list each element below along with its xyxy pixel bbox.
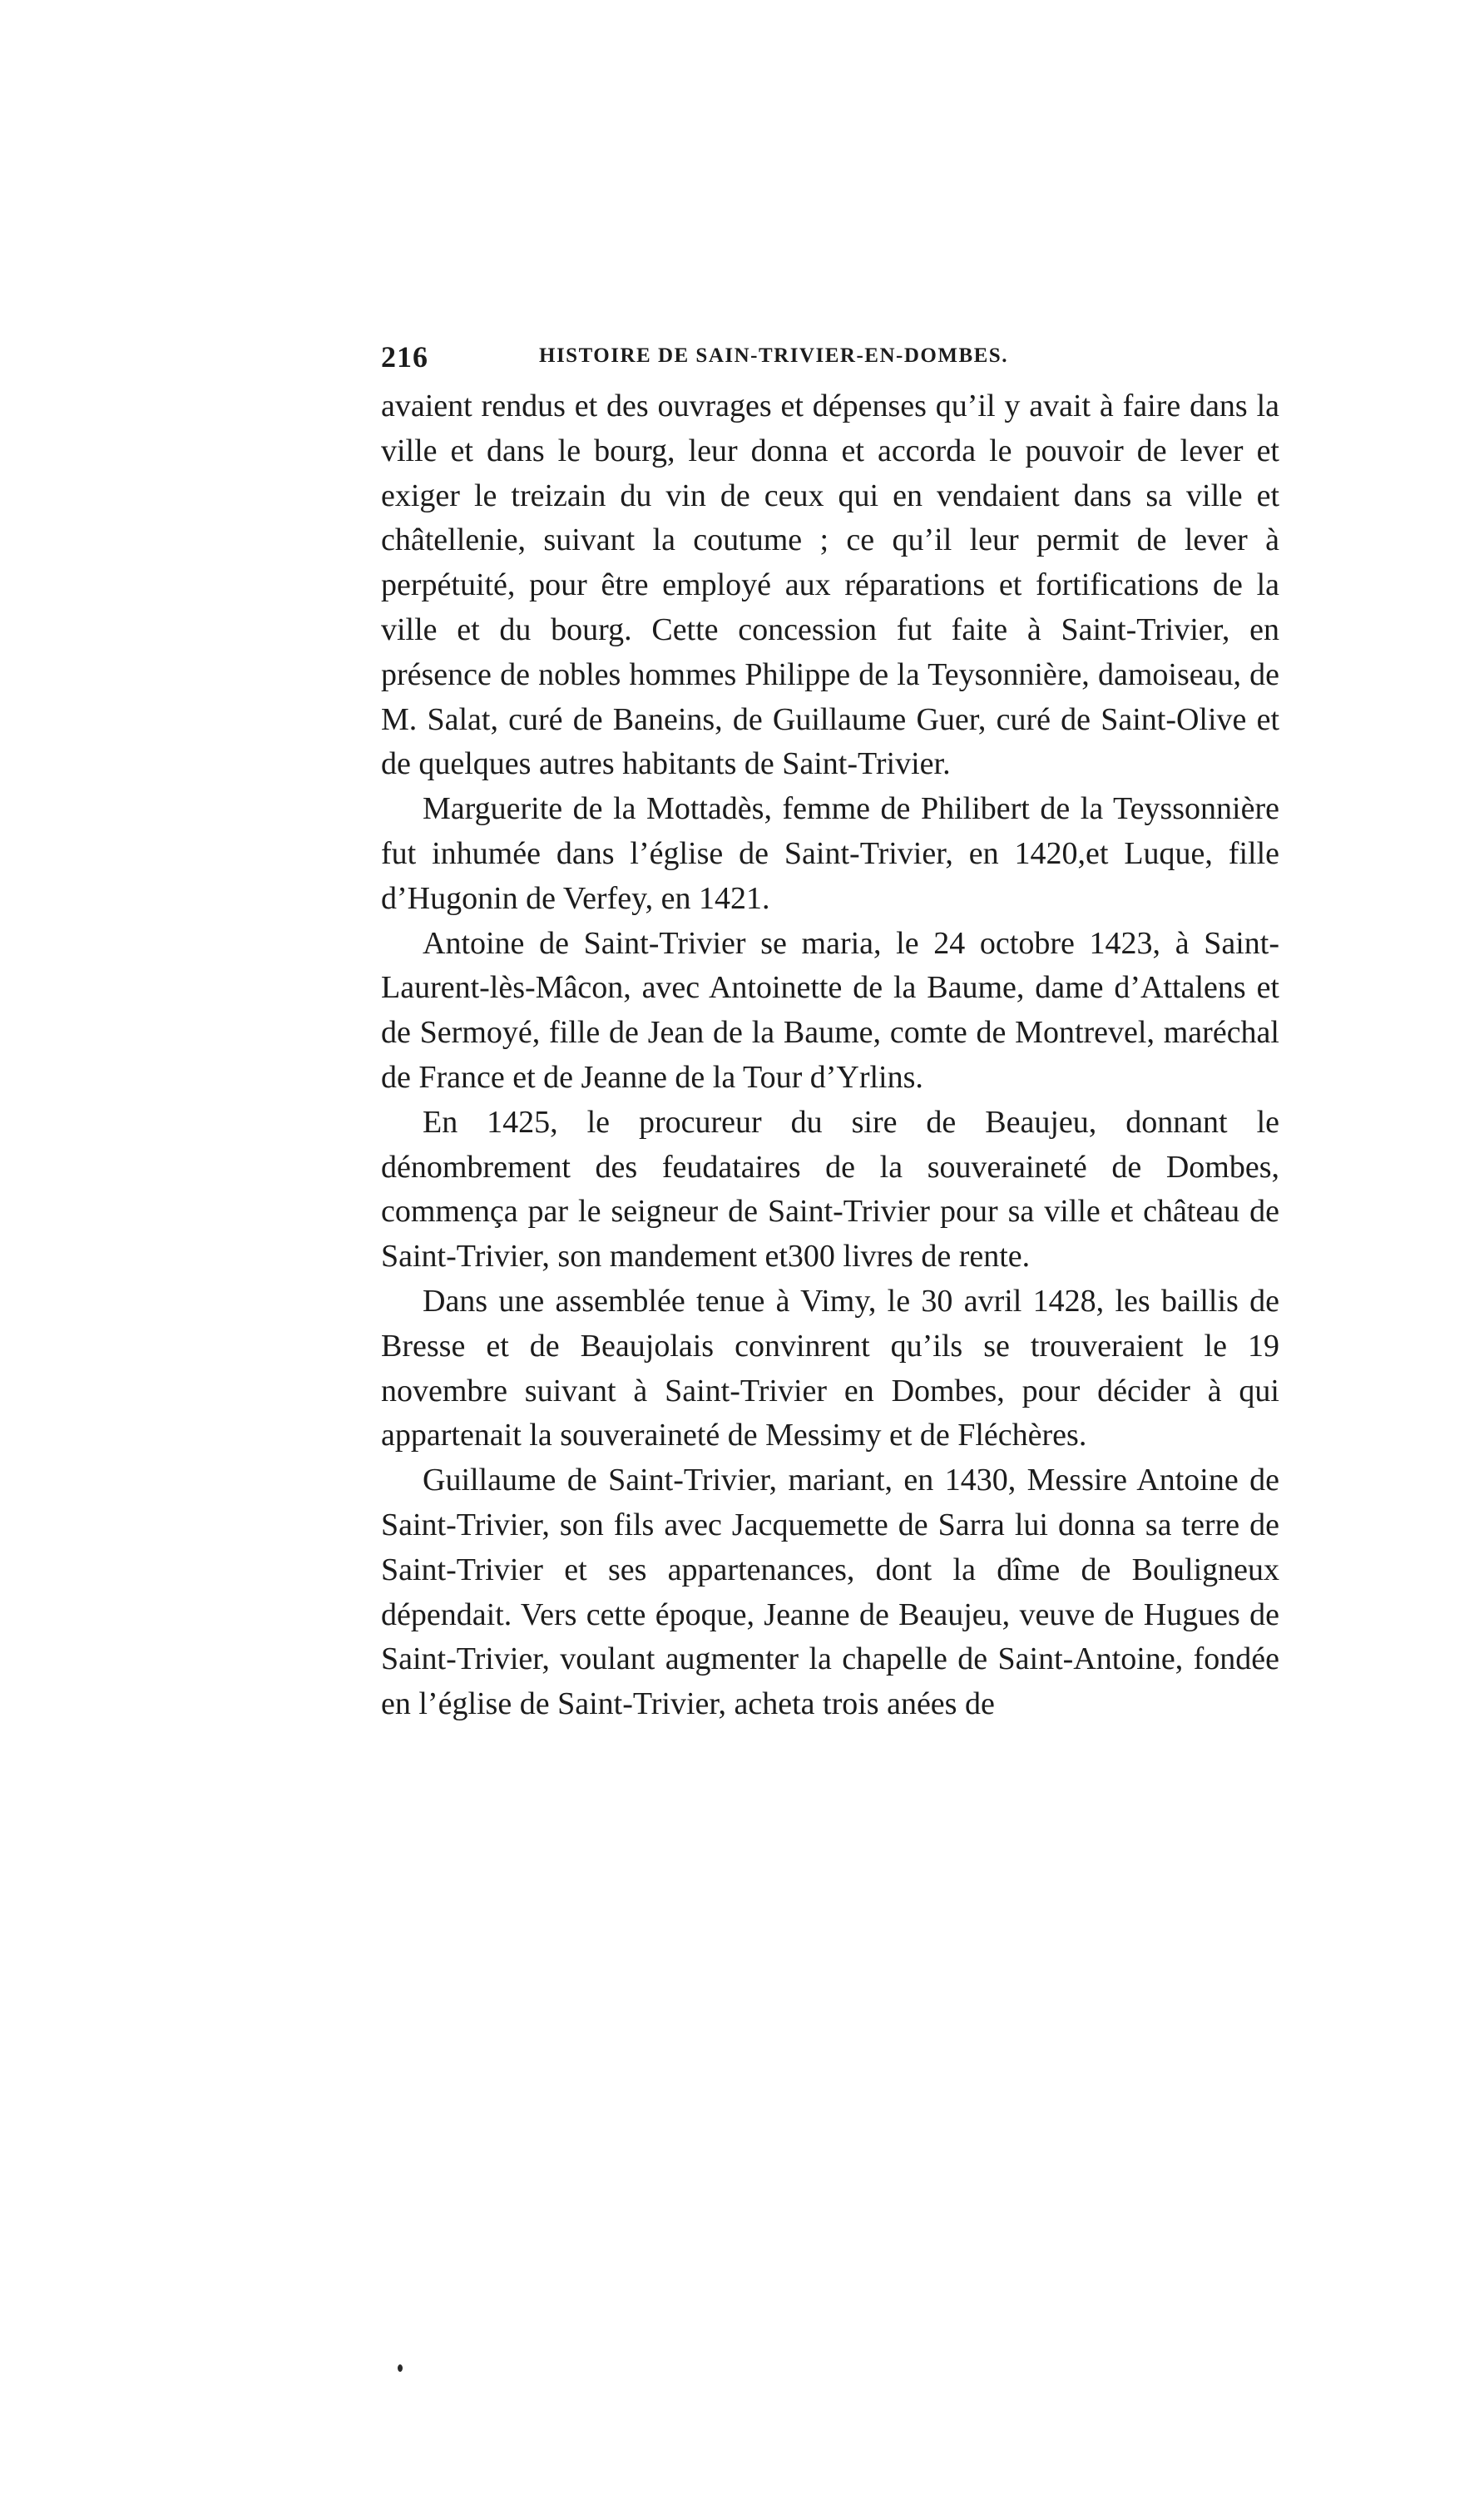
paragraph: Dans une assemblée tenue à Vimy, le 30 avril 1428, les baillis de Bresse et de Beaujolais convinrent qu’ils se trouveraient le 19 novembre suivant à Saint-Trivier en Dombes, pour décider à qui appartenait la souveraineté de Messimy et de Fléchères. xyxy=(381,1283,1279,1453)
paragraph: En 1425, le procureur du sire de Beaujeu, donnant le dénombrement des feudataires de la souveraineté de Dombes, commença par le seigneur de Saint-Trivier pour sa ville et château de Saint-Trivier, son mandement et300 livres de rente. xyxy=(381,1104,1279,1275)
paragraph: Antoine de Saint-Trivier se maria, le 24 octobre 1423, à Saint-Laurent-lès-Mâcon, avec Antoinette de la Baume, dame d’Attalens et de Sermoyé, fille de Jean de la Baume, comte de Montrevel, maréchal de France et de Jeanne de la Tour d’Yrlins. xyxy=(381,925,1279,1095)
paragraph: Guillaume de Saint-Trivier, mariant, en 1430, Messire Antoine de Saint-Trivier, son fils avec Jacquemette de Sarra lui donna sa terre de Saint-Trivier et ses appartenances, dont la dîme de Bouligneux dépendait. Vers cette époque, Jeanne de Beaujeu, veuve de Hugues de Saint-Trivier, voulant augmenter la chapelle de Saint-Antoine, fondée en l’église de Saint-Trivier, acheta trois anées de xyxy=(381,1463,1279,1722)
body-text xyxy=(381,384,1279,1727)
running-title: HISTOIRE DE SAIN-TRIVIER-EN-DOMBES. xyxy=(539,344,1008,367)
page-number: 216 xyxy=(381,340,428,374)
paragraph: Marguerite de la Mottadès, femme de Philibert de la Teyssonnière fut inhumée dans l’église de Saint-Trivier, en 1420,et Luque, fille d’Hugonin de Verfey, en 1421. xyxy=(381,791,1279,916)
paragraph: avaient rendus et des ouvrages et dépenses qu’il y avait à faire dans la ville et dans le bourg, leur donna et accorda le pouvoir de lever et exiger le treizain du vin de ceux qui en vendaient dans sa ville et châtellenie, suivant la coutume ; ce qu’il leur permit de lever à perpétuité, pour être employé aux réparations et fortifications de la ville et du bourg. Cette concession fut faite à Saint-Trivier, en présence de nobles hommes Philippe de la Teysonnière, damoiseau, de M. Salat, curé de Baneins, de Guillaume Guer, curé de Saint-Olive et de quelques autres habitants de Saint-Trivier. xyxy=(381,389,1279,782)
page-header xyxy=(381,339,1279,381)
ink-speck xyxy=(398,2364,403,2372)
